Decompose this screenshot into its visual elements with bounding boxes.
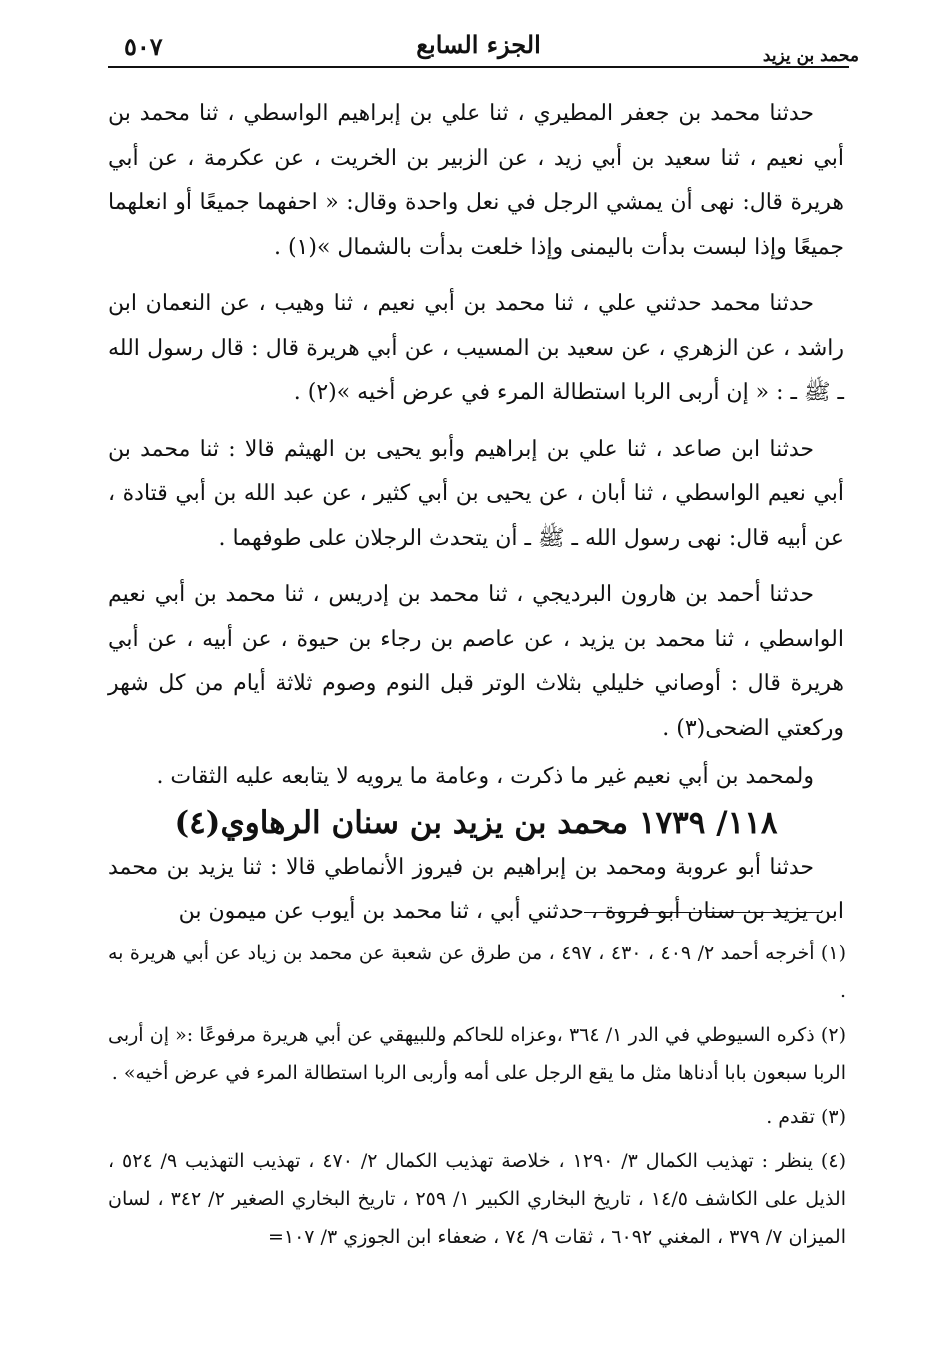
- footnote-3: (٣) تقدم .: [766, 1106, 846, 1128]
- running-title: الجزء السابع: [416, 30, 541, 59]
- footnote-divider: [584, 912, 822, 913]
- paragraph-4: حدثنا أحمد بن هارون البرديجي ، ثنا محمد بن إدريس ، ثنا محمد بن أبي نعيم الواسطي ، ثنا محمد بن يزيد ، عن عاصم بن رجاء بن حيوة ، عن أبيه ، عن أبي هريرة قال : أوصاني خليلي بثلاث الوتر قبل النوم وصوم ثلاثة أيام من كل شهر وركعتي الضحى(٣) .: [108, 582, 844, 741]
- paragraph-5: ولمحمد بن أبي نعيم غير ما ذكرت ، وعامة ما يرويه لا يتابعه عليه الثقات .: [156, 764, 814, 789]
- footnote-4: (٤) ينظر : تهذيب الكمال ٣/ ١٢٩٠ ، خلاصة تهذيب الكمال ٢/ ٤٧٠ ، تهذيب التهذيب ٩/ ٥٢٤ ، الذيل على الكاشف ١٤/٥ ، تاريخ البخاري الكبير ١/ ٢٥٩ ، تاريخ البخاري الصغير ٢/ ٣٤٢ ، لسان الميزان ٧/ ٣٧٩ ، المغني ٦٠٩٢ ، ثقات ٩/ ٧٤ ، ضعفاء ابن الجوزي ٣/ ١٠٧=: [108, 1150, 846, 1248]
- paragraph-1: حدثنا محمد بن جعفر المطيري ، ثنا علي بن إبراهيم الواسطي ، ثنا محمد بن أبي نعيم ، ثنا سعيد بن أبي زيد ، عن الزبير بن الخريت ، عن عكرمة ، عن أبي هريرة قال: نهى أن يمشي الرجل في نعل واحدة وقال: « احفهما جميعًا أو انعلهما جميعًا وإذا لبست بدأت باليمنى وإذا خلعت بدأت بالشمال »(١) .: [108, 101, 845, 260]
- entry-title: ١١٨/ ١٧٣٩ محمد بن يزيد بن سنان الرهاوي(٤): [174, 804, 778, 841]
- paragraph-3: حدثنا ابن صاعد ، ثنا علي بن إبراهيم وأبو يحيى بن الهيثم قالا : ثنا محمد بن أبي نعيم الواسطي ، ثنا أبان ، عن يحيى بن أبي كثير ، عن عبد الله بن أبي قتادة ، عن أبيه قال: نهى رسول الله ـ ﷺ ـ أن يتحدث الرجلان على طوفهما .: [108, 436, 844, 551]
- paragraph-6: حدثنا أبو عروبة ومحمد بن إبراهيم بن فيروز الأنماطي قالا : ثنا يزيد بن محمد ابن يزيد بن سنان أبو فروة ، حدثني أبي ، ثنا محمد بن أيوب عن ميمون بن: [108, 854, 844, 924]
- page-number: ٥٠٧: [124, 32, 163, 61]
- paragraph-2: حدثنا محمد حدثني علي ، ثنا محمد بن أبي نعيم ، ثنا وهيب ، عن النعمان ابن راشد ، عن الزهري ، عن سعيد بن المسيب ، عن أبي هريرة قال : قال رسول الله ـ ﷺ ـ : « إن أربى الربا استطالة المرء في عرض أخيه »(٢) .: [108, 291, 844, 405]
- section-label: محمد بن يزيد: [762, 46, 859, 66]
- footnote-1: (١) أخرجه أحمد ٢/ ٤٠٩ ، ٤٣٠ ، ٤٩٧ ، من طرق عن شعبة عن محمد بن زياد عن أبي هريرة به .: [108, 942, 846, 1002]
- header-rule: [108, 66, 849, 68]
- footnotes: [108, 934, 846, 1256]
- page-header: [108, 30, 859, 70]
- main-text: [108, 92, 844, 935]
- footnote-2: (٢) ذكره السيوطي في الدر ١/ ٣٦٤ ،وعزاه للحاكم وللبيهقي عن أبي هريرة مرفوعًا :« إن أربى الربا سبعون بابا أدناها مثل ما يقع الرجل على أمه وأربى الربا استطالة المرء في عرض أخيه» .: [108, 1024, 846, 1084]
